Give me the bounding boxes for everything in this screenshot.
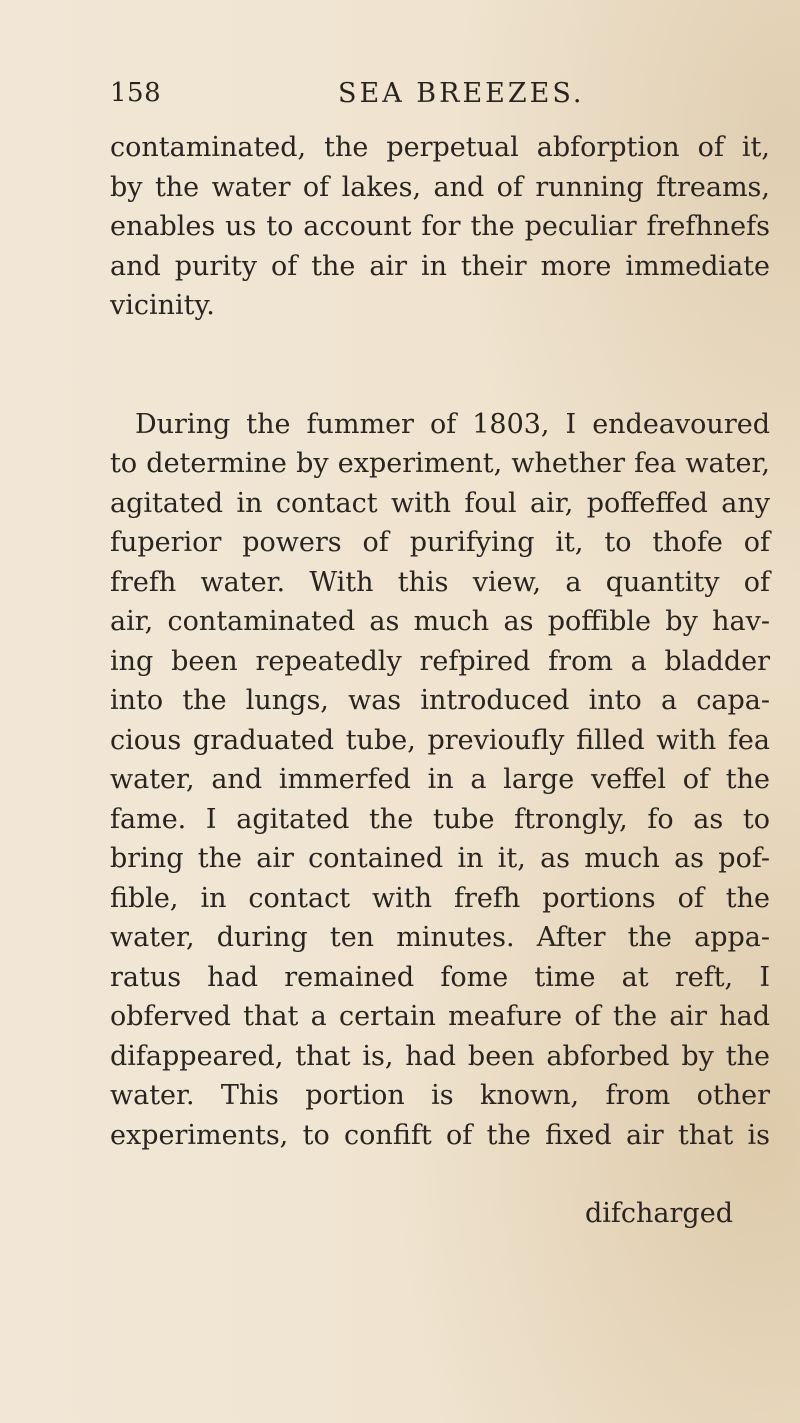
text-line: ing been repeatedly refpired from a bladder: [110, 645, 770, 677]
text-line: contaminated, the perpetual abforption of it,: [110, 132, 770, 163]
text-line: fible, in contact with frefh portions of the: [110, 882, 770, 914]
text-line: fame. I agitated the tube ftrongly, fo as to: [110, 803, 770, 835]
text-line: fuperior powers of purifying it, to thofe of: [110, 527, 770, 558]
text-line: air, contaminated as much as poffible by hav-: [110, 606, 770, 637]
text-line: cious graduated tube, previoufly filled with fea: [110, 724, 770, 756]
text-line: by the water of lakes, and of running ftreams,: [110, 171, 770, 203]
text-line: bring the air contained in it, as much as pof-: [110, 843, 770, 874]
text-line: enables us to account for the peculiar frefhnefs: [110, 211, 770, 242]
page-number: 158: [110, 78, 162, 108]
text-line: During the fummer of 1803, I endeavoured: [135, 408, 770, 440]
paragraph-gap: [110, 326, 770, 405]
text-line: water. This portion is known, from other: [110, 1080, 770, 1111]
text-line: experiments, to confift of the fixed air that is: [110, 1119, 770, 1151]
running-head: [110, 78, 770, 118]
text-line: into the lungs, was introduced into a capa-: [110, 685, 770, 716]
text-line: ratus had remained fome time at reft, I: [110, 961, 770, 993]
running-title: SEA BREEZES.: [338, 78, 585, 109]
text-line: obferved that a certain meafure of the air had: [110, 1001, 770, 1032]
body-text: [110, 128, 770, 1155]
catchword: difcharged: [585, 1198, 733, 1229]
text-line: water, during ten minutes. After the appa-: [110, 922, 770, 953]
text-line: water, and immerfed in a large veffel of the: [110, 764, 770, 795]
text-line: and purity of the air in their more immediate: [110, 250, 770, 282]
paragraph-2: [110, 405, 770, 1156]
text-line: to determine by experiment, whether fea water,: [110, 448, 770, 479]
text-line: agitated in contact with foul air, poffeffed any: [110, 487, 770, 519]
text-line: vicinity.: [110, 290, 215, 321]
text-line: difappeared, that is, had been abforbed by the: [110, 1040, 770, 1072]
paragraph-1: [110, 128, 770, 326]
text-line: frefh water. With this view, a quantity of: [110, 566, 770, 598]
